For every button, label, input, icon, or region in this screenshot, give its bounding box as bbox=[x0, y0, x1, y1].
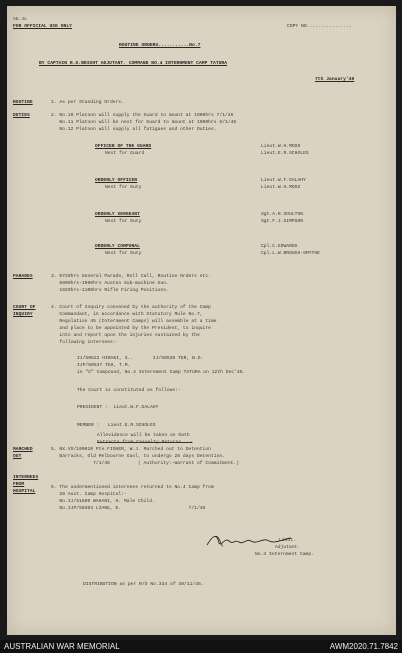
section-label-routine: ROUTINE bbox=[13, 100, 33, 105]
copy-number: COPY NO................ bbox=[287, 24, 352, 29]
hospital-line: No.IJ/51600 WAKANI, H. Male Child. bbox=[51, 499, 155, 504]
court-member: MEMBER : Lieut.E.R.SCHOLES bbox=[77, 423, 156, 428]
order-date: 7th January'46 bbox=[315, 77, 355, 82]
parades-line: 0900hrs-1000hrs Austen Sub-machine Gun. bbox=[51, 281, 169, 286]
roster-name: Cpl.C.EDWARDS bbox=[261, 244, 298, 249]
signature-rank: Lieut. bbox=[279, 538, 296, 543]
duties-line: 2. No.10 Platoon will supply the Guard to mount at 1900hrs 7/1/46 bbox=[51, 113, 234, 118]
hospital-line: No.IJP/50304 LIANG, E. 7/1/46 bbox=[51, 506, 206, 511]
court-line: 4. Court of Inquiry convened by the authority of the Camp bbox=[51, 305, 211, 310]
section-label-duties: DUTIES bbox=[13, 113, 30, 118]
court-evidence: Allevidence will be taken on Oath bbox=[97, 433, 190, 438]
section-label-court: COURT OF bbox=[13, 305, 36, 310]
archive-accession-number: AWM2020.71.7842 bbox=[329, 642, 398, 651]
parades-line: 1020hrs-1100hrs Rifle Firing Positions. bbox=[51, 288, 169, 293]
roster-name: Lieut.W.F.GALAHY bbox=[261, 178, 306, 183]
section-label-hospital: HOSPITAL bbox=[13, 489, 36, 494]
document-page bbox=[7, 6, 396, 635]
roster-next-label: Next for Duty bbox=[105, 219, 142, 224]
roster-role: ORDERLY CORPORAL bbox=[95, 244, 140, 249]
roster-name: Sgt.A.R.SOULTON bbox=[261, 212, 304, 217]
court-line: and place to be appointed by the President, to inquire bbox=[51, 326, 211, 331]
hospital-line: 28 Aust. Camp Hospital:- bbox=[51, 492, 127, 497]
reference-code: AG.JL bbox=[13, 17, 28, 22]
roster-next-label: Next for Guard bbox=[105, 151, 145, 156]
roster-next-name: Lieut.W.H.MOSS bbox=[261, 185, 301, 190]
duties-line: No.11 Platoon will be next for Guard to mount at 1900hrs 8/1/46 bbox=[51, 120, 237, 125]
court-constituted: The Court is constituted as follows:- bbox=[77, 388, 181, 393]
internee-line: IJP/50537 TEH, T.M. bbox=[77, 363, 131, 368]
marched-line: Barracks, Old Melbourne Gaol, to undergo 28 days Detention. bbox=[51, 454, 226, 459]
parades-line: 3. 0720hrs General Parade, Roll Call, Routine Orders etc. bbox=[51, 274, 211, 279]
court-line: following internees:- bbox=[51, 340, 119, 345]
roster-role: ORDERLY SERGEANT bbox=[95, 212, 140, 217]
court-extracts: Extracts from Casualty Returns . - bbox=[97, 440, 193, 445]
roster-name: Lieut.W.H.MOSS bbox=[261, 144, 301, 149]
marched-line: 7/1/46 ( Authority:-Warrant of Commitment.) bbox=[51, 461, 240, 466]
internee-line: in "C" Compound, No.4 Internment Camp TATURA on 12th Dec'45. bbox=[77, 370, 246, 375]
court-president: PRESIDENT : Lieut.W.F.GALAHY bbox=[77, 405, 159, 410]
routine-text: 1. As per Standing Orders. bbox=[51, 100, 124, 105]
section-label-inquiry: INQUIRY bbox=[13, 312, 33, 317]
internee-line: IJ/50822 HIRAKI, S.. IJ/50539 TER, B.D. bbox=[77, 356, 204, 361]
marched-line: 5. NX.VX/100010 Pte.FISHER, W.J. Marched out to Detention bbox=[51, 447, 211, 452]
duties-line: No.12 Platoon will supply all fatigues and other Duties. bbox=[51, 127, 217, 132]
section-label-out: OUT bbox=[13, 454, 22, 459]
roster-next-name: Cpl.L.W.BROUGH-SMYTHE bbox=[261, 251, 320, 256]
by-line: BY CAPTAIN R.G.BRIGHT ADJUTANT. COMMAND NO.4 INTERNMENT CAMP TATURA bbox=[39, 61, 228, 66]
hospital-line: 6. The undermentioned internees returned to No.4 Camp from bbox=[51, 485, 214, 490]
classification-label: FOR OFFICIAL USE ONLY bbox=[13, 24, 72, 29]
roster-next-name: Lieut.E.R.SCHOLES bbox=[261, 151, 309, 156]
section-label-internees: INTERNEES bbox=[13, 475, 39, 480]
roster-role: OFFICER OF THE GUARD bbox=[95, 144, 152, 149]
orders-title: ROUTINE ORDERS...........No.7 bbox=[119, 43, 201, 48]
roster-next-label: Next for Duty bbox=[105, 251, 142, 256]
roster-next-label: Next for Duty bbox=[105, 185, 142, 190]
section-label-parades: PARADES bbox=[13, 274, 33, 279]
roster-role: ORDERLY OFFICER bbox=[95, 178, 138, 183]
signature-title: Adjutant. bbox=[275, 545, 301, 550]
roster-next-name: Sgt.F.J.SIMPSON bbox=[261, 219, 304, 224]
archive-footer bbox=[0, 640, 402, 653]
archive-name: AUSTRALIAN WAR MEMORIAL bbox=[4, 642, 120, 651]
court-line: into and report upon the injuries sustained by the bbox=[51, 333, 200, 338]
court-line: Regulation 45 (Internment Camps) will assemble at a time bbox=[51, 319, 217, 324]
section-label-marched: MARCHED bbox=[13, 447, 33, 452]
distribution-line: DISTRIBUTION as per R/O No.334 of 30/11/45. bbox=[83, 582, 204, 587]
section-label-from: FROM bbox=[13, 482, 25, 487]
signature-unit: No.4 Internment Camp. bbox=[255, 552, 314, 557]
court-line: Commandant, in accordance with Statutory Rule No.7, bbox=[51, 312, 203, 317]
